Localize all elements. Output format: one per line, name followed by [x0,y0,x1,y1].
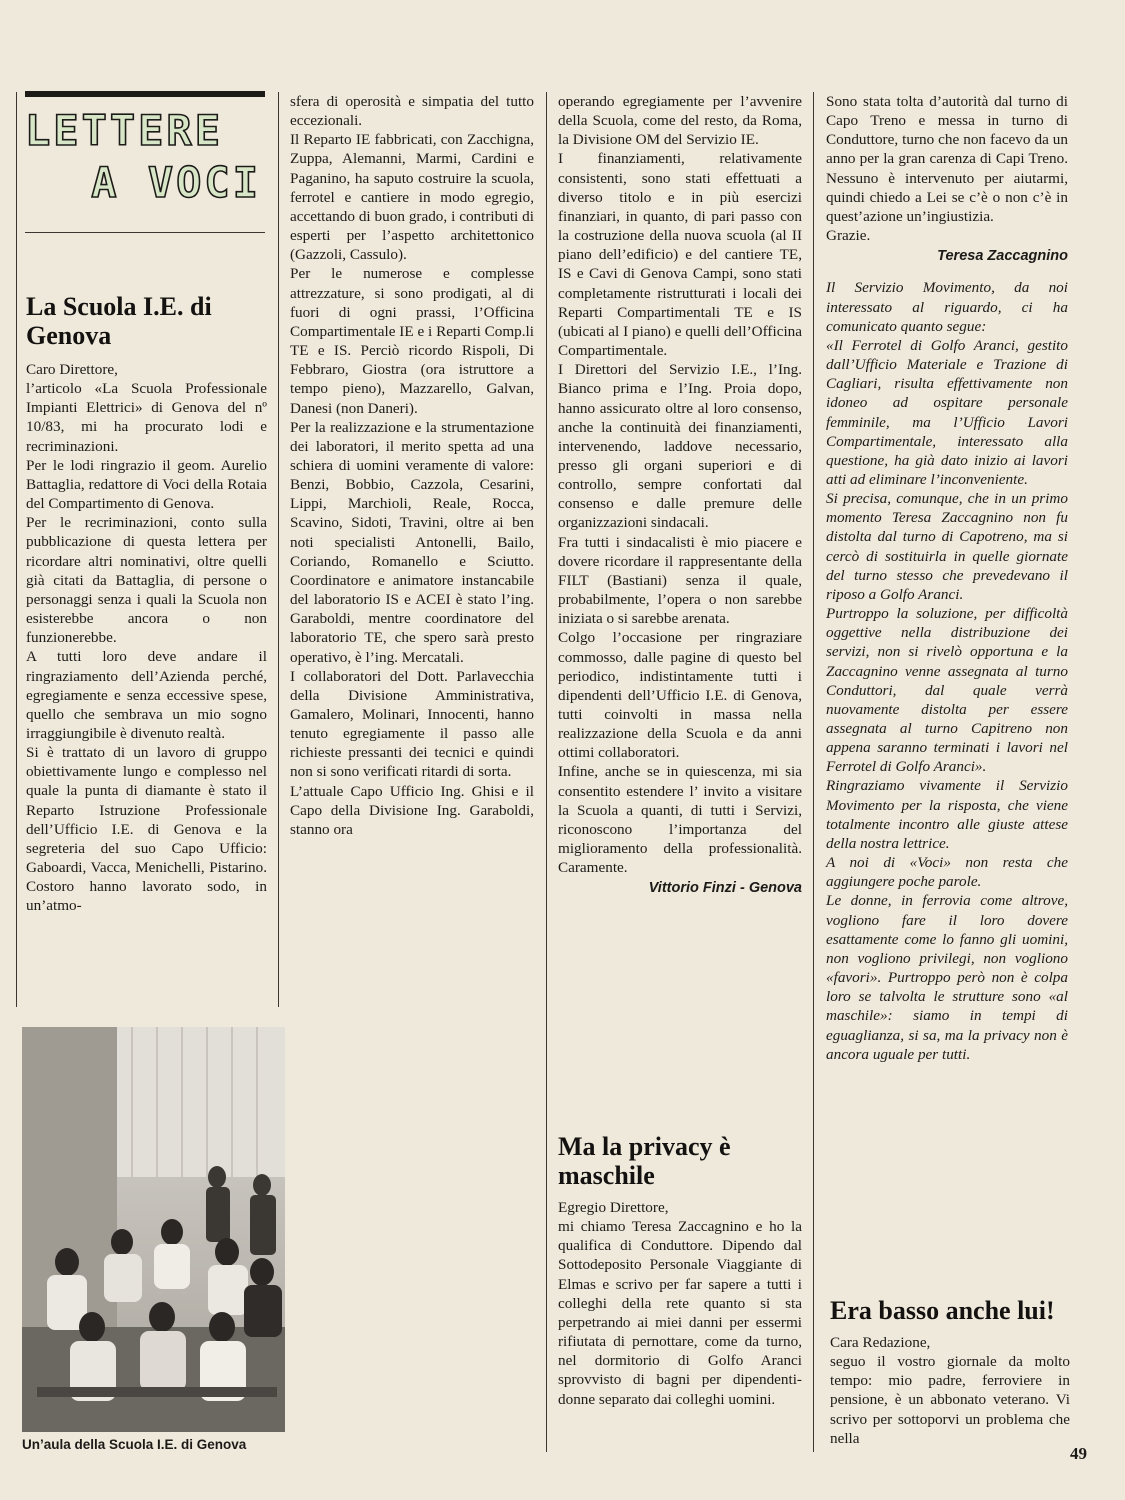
paragraph: Grazie. [826,227,871,245]
article2-column-3 [558,1132,802,1409]
article1-column-2 [290,92,534,839]
paragraph: Egregio Direttore, [558,1199,669,1216]
article1-signature: Vittorio Finzi - Genova [648,880,802,897]
paragraph: «Il Ferrotel di Golfo Aranci, gestito dall’Ufficio Materiale e Trazione di Cagliari, risulta effettivamente non idoneo ad ospitare personale femminile, ma l’Ufficio Lavori Compartimentale, interessato alla questione, ha già dato inizio ai lavori atti ad eliminare l’inconveniente. [826,336,1068,488]
masthead-bottom-rule [25,232,265,233]
column-divider [813,92,814,1452]
column-divider [16,92,17,1007]
paragraph: Il Reparto IE fabbricati, con Zacchigna, Zuppa, Alemanni, Marmi, Cardini e Paganino, ha saputo costruire la scuola, ferrotel e cantiere in modo egregio, accettando di buon grado, i contributi di esperti per l’aspetto architettonico (Gazzoli, Cassulo). [290,131,534,264]
paragraph: Le donne, in ferrovia come altrove, vogliono fare il loro dovere esattamente come lo fanno gli uomini, non vogliono privilegi, non vogliono «favori». Purtroppo però non è colpa loro se talvolta le strutture sono «al maschile»: siamo in tempi di eguaglianza, si sa, ma la privacy non è ancora uguale per tutti. [826,892,1068,1063]
paragraph: I collaboratori del Dott. Parlavecchia della Divisione Amministrativa, Gamalero, Molinari, Innocenti, hanno tenuto egregiamente il passo alle richieste pressanti dei tecnici e quindi non si sono verificati ritardi di sorta. [290,667,534,781]
masthead-top-rule [25,91,265,97]
editorial-reply [826,278,1068,1063]
page-number: 49 [1070,1444,1087,1463]
paragraph: Sono stata tolta d’autorità dal turno di Capo Treno e messa in turno di Conduttore, turno che non facevo da un anno per la gran carenza di Capi Treno. Nessuno è intervenuto per aiutarmi, quindi chiedo a Lei se c’è o non c’è in quest’azione un’ingiustizia. [826,93,1068,225]
masthead-line-2: A VOCI [91,158,261,207]
article2-title: Ma la privacy è maschile [558,1132,731,1190]
paragraph: Per le recriminazioni, conto sulla pubblicazione di questa lettera per ricordare altri nominativi, oltre quelli già citati da Battaglia, di persone o personaggi senza i quali la Scuola non esisterebbe ancora o non funzionerebbe. [26,514,267,647]
paragraph: Cara Redazione, [830,1334,931,1351]
column-divider [278,92,279,1007]
paragraph: Si è trattato di un lavoro di gruppo obiettivamente lungo e complesso nel quale la punta di diamante è stato il Reparto Istruzione Professionale dell’Ufficio I.E. di Genova e la segreteria del suo Capo Ufficio: Gaboardi, Vacca, Menichelli, Pistarino. Costoro hanno lavorato sodo, in un’atmo- [26,744,267,915]
paragraph: l’articolo «La Scuola Professionale Impianti Elettrici» di Genova del nº 10/83, mi ha procurato lodi e recriminazioni. [26,380,267,455]
paragraph: Colgo l’occasione per ringraziare commosso, dalle pagine di questo bel periodico, indistintamente tutti i dipendenti dell’Ufficio I.E. di Genova, tutti coinvolti in massa nella realizzazione della Scuola e da anni ottimi collaboratori. [558,629,802,762]
classroom-photo [22,1027,285,1432]
paragraph: Purtroppo la soluzione, per difficoltà oggettive nella distribuzione dei servizi, non si rivelò opportuna e la Zaccagnino venne assegnata al turno Conduttori, dal quale verrà nuovamente distolta per essere assegnata al turno Capitreno non appena saranno terminati i lavori nel Ferrotel di Golfo Aranci». [826,605,1068,776]
column-divider [546,92,547,1452]
paragraph: Caro Direttore, [26,361,118,378]
article2-signature: Teresa Zaccagnino [937,248,1068,265]
paragraph: Ringraziamo vivamente il Servizio Movimento per la risposta, che viene totalmente incontro alle giuste attese della nostra lettrice. [826,777,1068,852]
article3-title: Era basso anche lui! [830,1296,1055,1325]
photo-caption: Un’aula della Scuola I.E. di Genova [22,1437,247,1452]
paragraph: Si precisa, comunque, che in un primo momento Teresa Zaccagnino non fu distolta dal turno di Capotreno, ma si cercò di sostituirla in quelle giornate del turno stesso che prevedevano il riposo a Golfo Aranci. [826,490,1068,603]
paragraph: seguo il vostro giornale da molto tempo: mio padre, ferroviere in pensione, è un abbonato veterano. Vi scrivo per sottoporvi un problema che nella [830,1353,1070,1447]
paragraph: Per la realizzazione e la strumentazione dei laboratori, il merito spetta ad una schiera di uomini veramente di valore: Benzi, Bobbio, Cazzola, Cesarini, Lippi, Marchioli, Reale, Rocca, Scavino, Sidoti, Travini, oltre ai ben noti specialisti Antonelli, Bailo, Coriando, Romanello e Sciutto. Coordinatore e animatore instancabile del laboratorio IS e ACEI è stato l’ing. Garaboldi, mentre coordinatore del laboratorio TE, che spero sarà presto operativo, è l’ing. Mercatali. [290,418,534,666]
paragraph: Per le lodi ringrazio il geom. Aurelio Battaglia, redattore di Voci della Rotaia del Compartimento di Genova. [26,456,267,513]
masthead-line-1: LETTERE [25,106,224,155]
article2-column-4 [826,92,1068,1064]
article1-column-1 [26,292,267,916]
article1-title: La Scuola I.E. di Genova [26,292,212,350]
paragraph: Fra tutti i sindacalisti è mio piacere e dovere ricordare il rappresentante della FILT (Bastiani) senza il quale, probabilmente, l’opera o non sarebbe iniziata o si sarebbe arenata. [558,533,802,628]
paragraph: sfera di operosità e simpatia del tutto eccezionali. [290,93,534,130]
section-masthead [25,105,265,209]
article1-column-3 [558,92,802,901]
paragraph: I Direttori del Servizio I.E., l’Ing. Bianco prima e l’Ing. Proia dopo, hanno assicurato oltre al loro consenso, anche la continuità dei finanziamenti, intervenendo, laddove necessario, presso gli organi superiori e di controllo, sempre confortati dal consenso e dalle premure delle organizzazioni sindacali. [558,361,802,532]
paragraph: operando egregiamente per l’avvenire della Scuola, come del resto, da Roma, la Divisione OM del Servizio IE. [558,93,802,149]
paragraph: mi chiamo Teresa Zaccagnino e ho la qualifica di Conduttore. Dipendo dal Sottodeposito Personale Viaggiante di Elmas e scrivo per far sapere a tutti i colleghi della rete quanto si sta perpetrando ai miei danni per essermi rifiutata di pernottare, come da turno, nel dormitorio di Golfo Aranci sprovvisto di bagni per dipendenti-donne separato dai colleghi uomini. [558,1218,802,1408]
paragraph: A tutti loro deve andare il ringraziamento dell’Azienda perché, egregiamente e senza eccessive spese, quello che sembrava un mio sogno irraggiungibile è divenuto realtà. [26,648,267,742]
paragraph: Per le numerose e complesse attrezzature, si sono prodigati, al di fuori di ogni prassi, l’Officina Compartimentale IE e i Reparti Comp.li TE e IS. Perciò ricordo Rispoli, Di Febbraro, Giostra (ora istruttore a tempo pieno), Mazzarello, Galvan, Danesi (non Daneri). [290,265,534,417]
paragraph: L’attuale Capo Ufficio Ing. Ghisi e il Capo della Divisione Ing. Garaboldi, stanno ora [290,782,534,838]
article3-column-4 [830,1296,1070,1448]
paragraph: A noi di «Voci» non resta che aggiungere poche parole. [826,854,1068,891]
paragraph: Infine, anche se in quiescenza, mi sia consentito estendere l’ invito a visitare la Scuola a quanti, di tutti i Servizi, riconoscono l’importanza del miglioramento della professionalità. Caramente. [558,763,802,877]
paragraph: Il Servizio Movimento, da noi interessato al riguardo, ci ha comunicato quanto segue: [826,279,1068,335]
paragraph: I finanziamenti, relativamente consistenti, sono stati effettuati a diverso titolo e in più esercizi finanziari, in quanto, di pari passo con la costruzione della nuova scuola (al II piano dell’edificio) e del cantiere TE, IS e Cavi di Genova Campi, sono stati completamente ristrutturati i locali dei Reparti Compartimentali TE e IS (ubicati al I piano) e quelli dell’Officina Compartimentale. [558,150,802,360]
